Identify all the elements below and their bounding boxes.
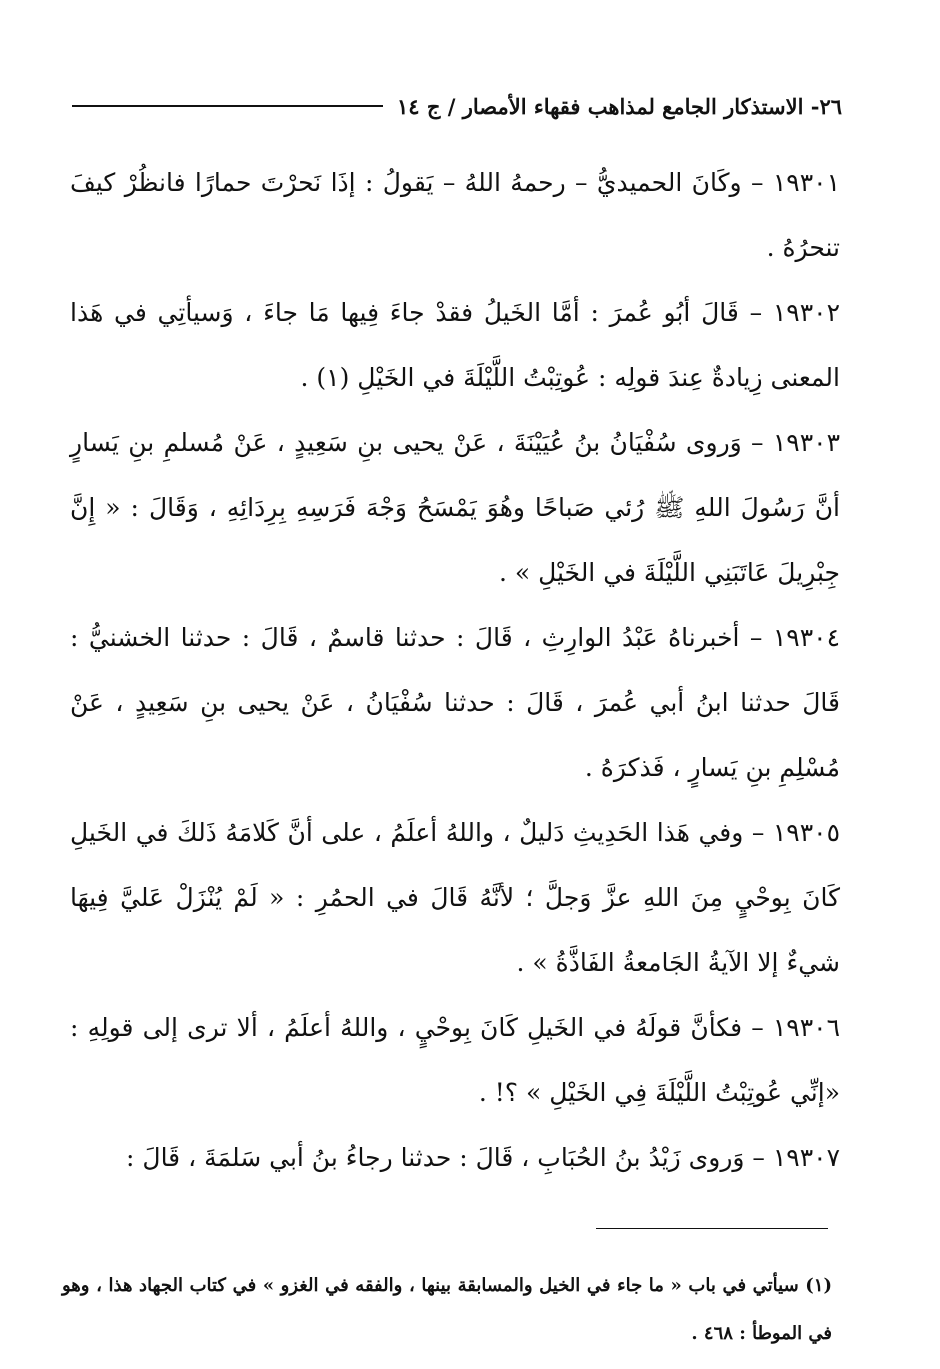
paragraph-19306: ١٩٣٠٦ – فكأنَّ قولَهُ في الخَيلِ كَانَ بِوحْيٍ ، واللهُ أعلَمُ ، ألا ترى إلى قولِهِ : «إنِّي عُوتِبْتُ اللَّيْلَةَ فِي الخَيْلِ » ؟! .	[70, 1013, 840, 1107]
footnote-separator	[596, 1228, 828, 1229]
running-title: ٢٦- الاستذكار الجامع لمذاهب فقهاء الأمصار / ج ١٤	[397, 93, 842, 119]
paragraph-19301: ١٩٣٠١ – وكَانَ الحميديُّ – رحمهُ اللهُ – يَقولُ : إذَا نَحرْتَ حمارًا فانظُرْ كيفَ تنحرُهُ .	[70, 168, 840, 262]
paragraph-19302: ١٩٣٠٢ – قَالَ أبُو عُمرَ : أمَّا الخَيلُ فقدْ جاءَ فِيها مَا جاءَ ، وَسيأتِي في هَذا المعنى زِيادةٌ عِندَ قولِه : عُوتِبْتُ اللَّيْلَةَ في الخَيْلِ (١) .	[70, 298, 840, 392]
paragraph-19305: ١٩٣٠٥ – وفي هَذا الحَدِيثِ دَليلٌ ، واللهُ أعلَمُ ، على أنَّ كَلامَهُ ذَلكَ في الخَيلِ كَانَ بِوحْيٍ مِنَ اللهِ عزَّ وَجلَّ ؛ لأنَّهُ قَالَ في الحمُرِ : « لَمْ يُنْزَلْ عَليَّ فِيهَا شيءٌ إلا الآيةُ الجَامعةُ الفَاذَّةُ » .	[70, 818, 840, 977]
header-rule	[72, 105, 383, 107]
footnote: (١) سيأتي في باب « ما جاء في الخيل والمسابقة بينها ، والفقه في الغزو » في كتاب الجهاد هذا ، وهو في الموطأ : ٤٦٨ .	[62, 1275, 832, 1344]
paragraph-19307: ١٩٣٠٧ – وَروى زَيْدُ بنُ الحُبَابِ ، قَالَ : حدثنا رجاءُ بنُ أبي سَلمَةَ ، قَالَ :	[126, 1143, 840, 1172]
paragraph-19304: ١٩٣٠٤ – أخبرناهُ عَبْدُ الوارِثِ ، قَالَ : حدثنا قاسمٌ ، قَالَ : حدثنا الخشنيُّ : قَالَ حدثنا ابنُ أبي عُمرَ ، قَالَ : حدثنا سُفْيَانُ ، عَنْ يحيى بنِ سَعِيدٍ ، عَنْ مُسْلِمِ بنِ يَسارٍ ، فَذكرَهُ .	[70, 623, 840, 782]
page-header	[72, 86, 842, 126]
main-text	[70, 150, 840, 1190]
paragraph-19303: ١٩٣٠٣ – وَروى سُفْيَانُ بنُ عُيَيْنَةَ ، عَنْ يحيى بنِ سَعِيدٍ ، عَنْ مُسلمِ بنِ يَسارٍ أنَّ رَسُولَ اللهِ ﷺ رُئي صَباحًا وهُوَ يَمْسَحُ وَجْهَ فَرَسِهِ بِرِدَائِهِ ، وَقَالَ : « إِنَّ جِبْرِيلَ عَاتَبَنِي اللَّيْلَةَ في الخَيْلِ » .	[70, 428, 840, 587]
